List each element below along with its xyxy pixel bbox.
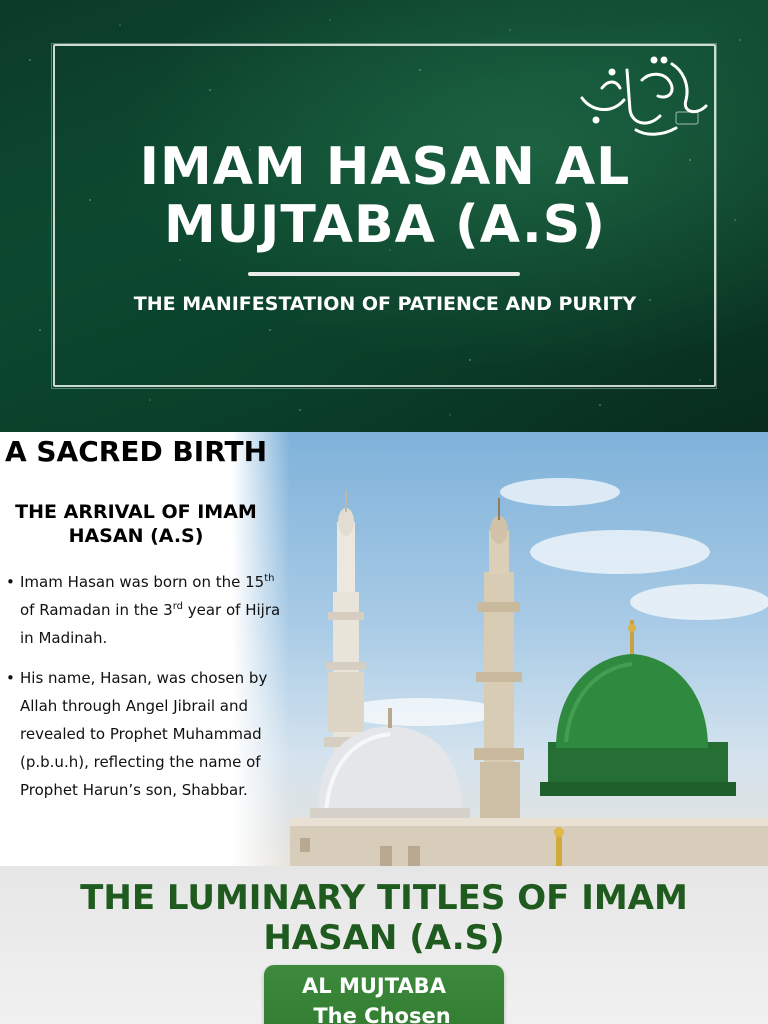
list-item: • His name, Hasan, was chosen by Allah through Angel Jibrail and revealed to Prophet Muhammad (p.b.u.h), reflecting the name of Prophet Harun’s son, Shabbar.	[6, 664, 284, 804]
green-dome	[540, 620, 736, 796]
card-title: AL MUJTABA	[302, 974, 446, 998]
birth-text-panel	[0, 432, 290, 866]
birth-slide	[0, 432, 768, 866]
arabic-calligraphy-icon	[572, 50, 712, 140]
bullet-icon: •	[6, 573, 15, 591]
slide-title: THE LUMINARY TITLES OF IMAM HASAN (A.S)	[80, 878, 688, 958]
title-divider	[248, 272, 520, 276]
left-minaret	[324, 490, 368, 752]
list-item: • Imam Hasan was born on the 15th of Ramadan in the 3rd year of Hijra in Madinah.	[6, 568, 284, 652]
slide-subheading: THE ARRIVAL OF IMAM HASAN (A.S)	[15, 501, 257, 547]
right-minaret	[474, 498, 524, 822]
title-card	[264, 965, 504, 1024]
title-slide	[0, 0, 768, 432]
slide-subtitle: THE MANIFESTATION OF PATIENCE AND PURITY	[133, 293, 637, 315]
bullet-list	[6, 568, 284, 816]
slide-title: IMAM HASAN AL MUJTABA (A.S)	[139, 137, 631, 255]
bullet-icon: •	[6, 669, 15, 687]
card-subtitle: The Chosen	[313, 1004, 451, 1024]
slide-heading: A SACRED BIRTH	[4, 435, 268, 468]
titles-slide	[0, 866, 768, 1024]
